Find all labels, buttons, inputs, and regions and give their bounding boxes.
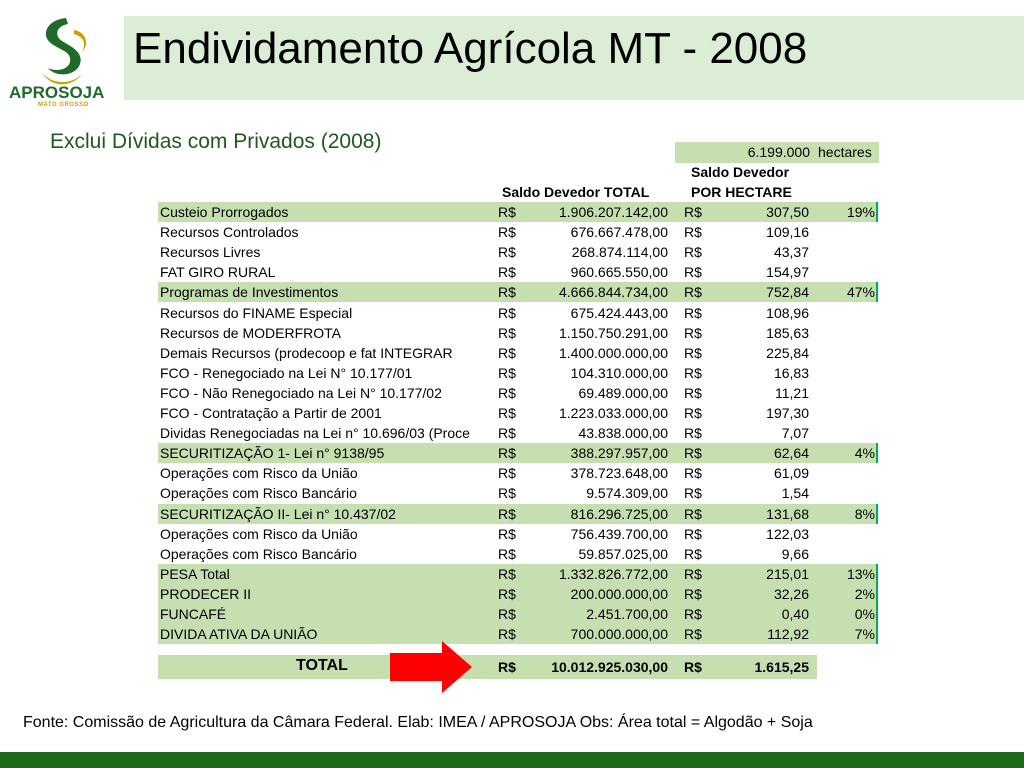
row-name: Recursos Controlados	[160, 224, 299, 241]
row-currency: R$	[498, 384, 516, 401]
bottom-bar	[0, 752, 1024, 768]
row-currency: R$	[498, 485, 516, 502]
table-row	[158, 624, 878, 644]
row-per-hectare: 225,84	[766, 344, 809, 361]
row-currency-per-hectare: R$	[684, 224, 702, 241]
row-currency: R$	[498, 405, 516, 421]
row-currency-per-hectare: R$	[684, 545, 702, 562]
row-currency: R$	[498, 284, 516, 301]
row-currency: R$	[498, 465, 516, 482]
footer-source: Fonte: Comissão de Agricultura da Câmara Federal. Elab: IMEA / APROSOJA Obs: Área total = Algodão + Soja	[23, 714, 813, 731]
row-per-hectare: 112,92	[767, 626, 809, 643]
row-currency: R$	[498, 545, 516, 562]
row-per-hectare: 7,07	[781, 425, 809, 442]
row-currency-per-hectare: R$	[684, 364, 702, 381]
table-row	[158, 403, 878, 423]
row-name: Custeio Prorrogados	[160, 204, 289, 220]
row-currency-per-hectare: R$	[684, 606, 702, 622]
row-per-hectare: 0,40	[781, 606, 809, 622]
row-total: 1.906.207.142,00	[559, 204, 668, 220]
table-row	[158, 483, 878, 503]
row-total: 69.489.000,00	[578, 384, 668, 401]
row-total: 675.424.443,00	[570, 304, 668, 321]
row-name: FCO - Não Renegociado na Lei N° 10.177/02	[160, 384, 442, 401]
table-row	[158, 584, 878, 604]
row-name: Recursos do FINAME Especial	[160, 304, 353, 321]
row-currency: R$	[498, 585, 516, 602]
row-name: SECURITIZAÇÃO 1- Lei n° 9138/95	[160, 445, 385, 462]
table-row	[158, 564, 878, 584]
row-name: Operações com Risco da União	[160, 525, 358, 542]
total-currency-per-hectare: R$	[684, 659, 702, 675]
total-label: TOTAL	[296, 657, 348, 674]
row-total: 1.400.000.000,00	[559, 344, 668, 361]
row-per-hectare: 43,37	[773, 244, 809, 261]
table-row	[158, 242, 878, 262]
row-name: Operações com Risco da União	[160, 465, 358, 482]
row-currency: R$	[498, 304, 516, 321]
row-name: Recursos de MODERFROTA	[160, 324, 341, 341]
table-row	[158, 323, 878, 343]
row-name: Dividas Renegociadas na Lei n° 10.696/03 (Proce	[160, 425, 470, 442]
row-per-hectare: 108,96	[766, 304, 809, 321]
row-currency-per-hectare: R$	[684, 585, 702, 602]
row-name: DIVIDA ATIVA DA UNIÃO	[160, 626, 318, 643]
page-subtitle: Exclui Dívidas com Privados (2008)	[50, 130, 382, 153]
row-total: 268.874.114,00	[571, 244, 668, 261]
arrow-right-icon	[390, 641, 472, 693]
row-currency: R$	[498, 425, 516, 442]
row-currency-per-hectare: R$	[684, 485, 702, 502]
table-row	[158, 524, 878, 544]
total-row	[158, 655, 817, 679]
row-total: 960.665.550,00	[570, 264, 668, 281]
row-name: Demais Recursos (prodecoop e fat INTEGRAR	[160, 344, 453, 361]
row-total: 756.439.700,00	[570, 525, 668, 542]
row-currency: R$	[498, 244, 516, 261]
table-row	[158, 282, 878, 302]
table-row	[158, 303, 878, 323]
row-total: 43.838.000,00	[578, 425, 668, 442]
row-per-hectare: 61,09	[773, 465, 809, 482]
row-currency-per-hectare: R$	[684, 344, 702, 361]
row-total: 816.296.725,00	[570, 505, 668, 522]
row-per-hectare: 154,97	[766, 264, 809, 281]
row-name: Recursos Livres	[160, 244, 261, 261]
table-row	[158, 604, 878, 624]
table-row	[158, 504, 878, 524]
logo-subtext: MATO GROSSO	[38, 102, 89, 108]
row-currency-per-hectare: R$	[684, 565, 702, 582]
row-currency-per-hectare: R$	[684, 405, 702, 421]
header-per-hectare-line1: Saldo Devedor	[691, 164, 790, 180]
row-per-hectare: 11,21	[775, 384, 809, 401]
row-name: FAT GIRO RURAL	[160, 264, 276, 281]
row-currency: R$	[498, 565, 516, 582]
row-currency-per-hectare: R$	[684, 425, 702, 442]
row-currency-per-hectare: R$	[684, 324, 702, 341]
row-name: SECURITIZAÇÃO II- Lei n° 10.437/02	[160, 505, 396, 522]
table-row	[158, 202, 878, 222]
row-percent: 19%	[846, 204, 875, 220]
row-per-hectare: 1,54	[781, 485, 809, 502]
row-total: 59.857.025,00	[578, 545, 668, 562]
total-value: 10.012.925.030,00	[551, 659, 668, 675]
row-percent: 0%	[854, 606, 875, 622]
row-per-hectare: 16,83	[773, 364, 809, 381]
row-currency-per-hectare: R$	[684, 525, 702, 542]
row-currency-per-hectare: R$	[684, 445, 702, 462]
row-per-hectare: 32,26	[773, 585, 809, 602]
row-percent: 4%	[854, 445, 875, 462]
row-name: FCO - Renegociado na Lei N° 10.177/01	[160, 364, 413, 381]
header-per-hectare-line2: POR HECTARE	[691, 184, 792, 200]
row-percent: 47%	[846, 284, 875, 301]
row-currency-per-hectare: R$	[684, 264, 702, 281]
row-total: 676.667.478,00	[570, 224, 668, 241]
row-currency: R$	[498, 525, 516, 542]
row-total: 378.723.648,00	[570, 465, 668, 482]
row-name: Operações com Risco Bancário	[160, 545, 357, 562]
row-per-hectare: 185,63	[766, 324, 809, 341]
row-percent: 7%	[854, 626, 875, 643]
row-total: 104.310.000,00	[570, 364, 668, 381]
row-currency-per-hectare: R$	[684, 505, 702, 522]
row-total: 1.223.033.000,00	[559, 405, 668, 421]
row-per-hectare: 122,03	[766, 525, 809, 542]
table-row	[158, 463, 878, 483]
row-currency: R$	[498, 445, 516, 462]
row-per-hectare: 109,16	[766, 224, 809, 241]
table-row	[158, 383, 878, 403]
total-currency: R$	[498, 659, 516, 675]
row-name: Operações com Risco Bancário	[160, 485, 357, 502]
table-row	[158, 262, 878, 282]
row-total: 700.000.000,00	[570, 626, 668, 643]
logo-wordmark: APROSOJA	[9, 83, 105, 102]
row-currency-per-hectare: R$	[684, 384, 702, 401]
table-row	[158, 363, 878, 383]
row-per-hectare: 62,64	[773, 445, 809, 462]
row-currency: R$	[498, 606, 516, 622]
row-total: 1.332.826.772,00	[559, 565, 668, 582]
row-per-hectare: 9,66	[781, 545, 809, 562]
row-currency-per-hectare: R$	[684, 284, 702, 301]
row-per-hectare: 307,50	[766, 204, 809, 220]
table-row	[158, 443, 878, 463]
row-currency-per-hectare: R$	[684, 204, 702, 220]
row-percent: 13%	[846, 565, 875, 582]
row-total: 1.150.750.291,00	[559, 324, 668, 341]
row-per-hectare: 215,01	[766, 565, 809, 582]
row-percent: 2%	[854, 585, 875, 602]
row-name: PESA Total	[160, 565, 230, 582]
row-percent: 8%	[854, 505, 875, 522]
table-row	[158, 544, 878, 564]
row-total: 2.451.700,00	[586, 606, 668, 622]
row-per-hectare: 752,84	[766, 284, 809, 301]
hectares-value: 6.199.000	[747, 144, 810, 160]
row-currency-per-hectare: R$	[684, 465, 702, 482]
row-total: 4.666.844.734,00	[559, 284, 668, 301]
row-currency: R$	[498, 505, 516, 522]
row-currency: R$	[498, 626, 516, 643]
row-name: PRODECER II	[160, 585, 252, 602]
row-currency-per-hectare: R$	[684, 244, 702, 261]
row-name: FCO - Contratação a Partir de 2001	[160, 405, 382, 421]
page-title: Endividamento Agrícola MT - 2008	[133, 24, 808, 73]
row-per-hectare: 197,30	[766, 405, 809, 421]
row-total: 388.297.957,00	[570, 445, 668, 462]
total-per-hectare: 1.615,25	[754, 659, 809, 675]
header-total: Saldo Devedor TOTAL	[502, 184, 650, 200]
row-name: Programas de Investimentos	[160, 284, 339, 301]
row-per-hectare: 131,68	[766, 505, 809, 522]
row-currency: R$	[498, 364, 516, 381]
row-total: 9.574.309,00	[586, 485, 668, 502]
row-currency: R$	[498, 344, 516, 361]
row-currency: R$	[498, 324, 516, 341]
table-row	[158, 423, 878, 443]
row-currency: R$	[498, 224, 516, 241]
row-currency-per-hectare: R$	[684, 304, 702, 321]
row-name: FUNCAFÉ	[160, 606, 227, 622]
hectares-unit: hectares	[818, 144, 872, 160]
row-total: 200.000.000,00	[570, 585, 668, 602]
table-row	[158, 222, 878, 242]
row-currency-per-hectare: R$	[684, 626, 702, 643]
row-currency: R$	[498, 204, 516, 220]
table-row	[158, 343, 878, 363]
row-currency: R$	[498, 264, 516, 281]
